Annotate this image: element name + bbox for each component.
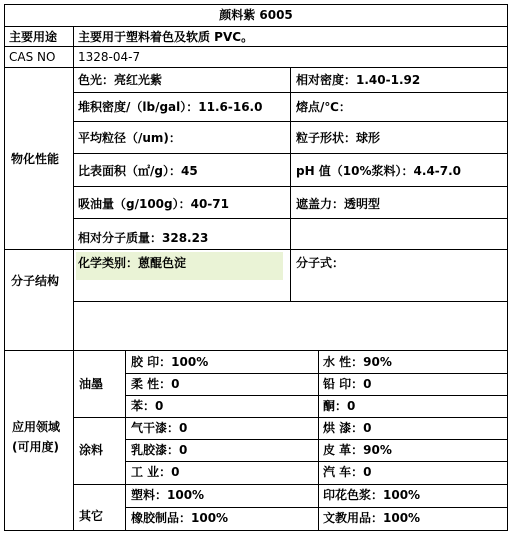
prop-left: 堆积密度/（lb/gal）：11.6-16.0 (78, 100, 263, 114)
rule (4, 46, 508, 47)
page-title: 颜料紫 6005 (219, 8, 293, 22)
prop-right: 熔点/℃： (296, 100, 351, 114)
physical-label: 物化性能 (11, 152, 60, 166)
app-right: 皮 革：90% (323, 443, 392, 457)
molecular-formula: 分子式： (296, 256, 345, 270)
usage-value: 主要用于塑料着色及软质 PVC。 (78, 30, 254, 44)
rule (4, 249, 508, 250)
prop-left: 相对分子质量：328.23 (78, 231, 209, 245)
border-right (507, 4, 508, 531)
usage-label: 主要用途 (9, 30, 58, 44)
group-ink: 油墨 (79, 377, 104, 391)
prop-right: 相对密度：1.40-1.92 (296, 73, 421, 87)
prop-right: 粒子形状：球形 (296, 131, 381, 145)
prop-right: pH 值（10%浆料）：4.4-7.0 (296, 164, 462, 178)
app-right: 铅 印：0 (323, 377, 372, 391)
group-other: 其它 (79, 509, 104, 523)
prop-left: 吸油量（g/100g）：40-71 (78, 197, 229, 211)
rule (125, 461, 508, 462)
app-right: 印花色浆：100% (323, 488, 421, 502)
border-bottom (4, 530, 508, 531)
cas-label: CAS NO (9, 50, 56, 64)
rule (125, 350, 126, 531)
rule (318, 350, 319, 531)
app-right: 酮：0 (323, 399, 356, 413)
application-label: 应用领域 (12, 420, 61, 434)
group-coating: 涂料 (79, 443, 104, 457)
rule (73, 484, 508, 485)
rule (73, 301, 508, 302)
app-left: 塑料：100% (131, 488, 205, 502)
border-top (4, 4, 508, 5)
rule (73, 417, 508, 418)
app-right: 文教用品：100% (323, 511, 421, 525)
app-left: 橡胶制品：100% (131, 511, 229, 525)
rule (4, 67, 508, 68)
cas-value: 1328-04-7 (78, 50, 141, 64)
app-left: 胶 印：100% (131, 355, 209, 369)
rule (125, 373, 508, 374)
prop-right: 遮盖力：透明型 (296, 197, 381, 211)
rule (125, 439, 508, 440)
app-left: 柔 性：0 (131, 377, 180, 391)
rule (290, 67, 291, 301)
application-sublabel: (可用度) (12, 440, 59, 454)
app-right: 烘 漆：0 (323, 421, 372, 435)
app-left: 工 业：0 (131, 465, 180, 479)
rule (4, 350, 508, 351)
chemical-category: 化学类别：蒽醌色淀 (78, 256, 187, 270)
prop-left: 平均粒径（/um)： (78, 131, 181, 145)
app-left: 乳胶漆：0 (131, 443, 188, 457)
border-left (4, 4, 5, 531)
prop-left: 比表面积（㎡/g）：45 (78, 164, 198, 178)
app-left: 苯：0 (131, 399, 164, 413)
structure-label: 分子结构 (11, 274, 60, 288)
rule (125, 507, 508, 508)
app-right: 汽 车：0 (323, 465, 372, 479)
app-right: 水 性：90% (323, 355, 392, 369)
app-left: 气干漆：0 (131, 421, 188, 435)
prop-left: 色光：亮红光紫 (78, 73, 163, 87)
rule (73, 26, 74, 531)
rule (4, 26, 508, 27)
rule (125, 395, 508, 396)
